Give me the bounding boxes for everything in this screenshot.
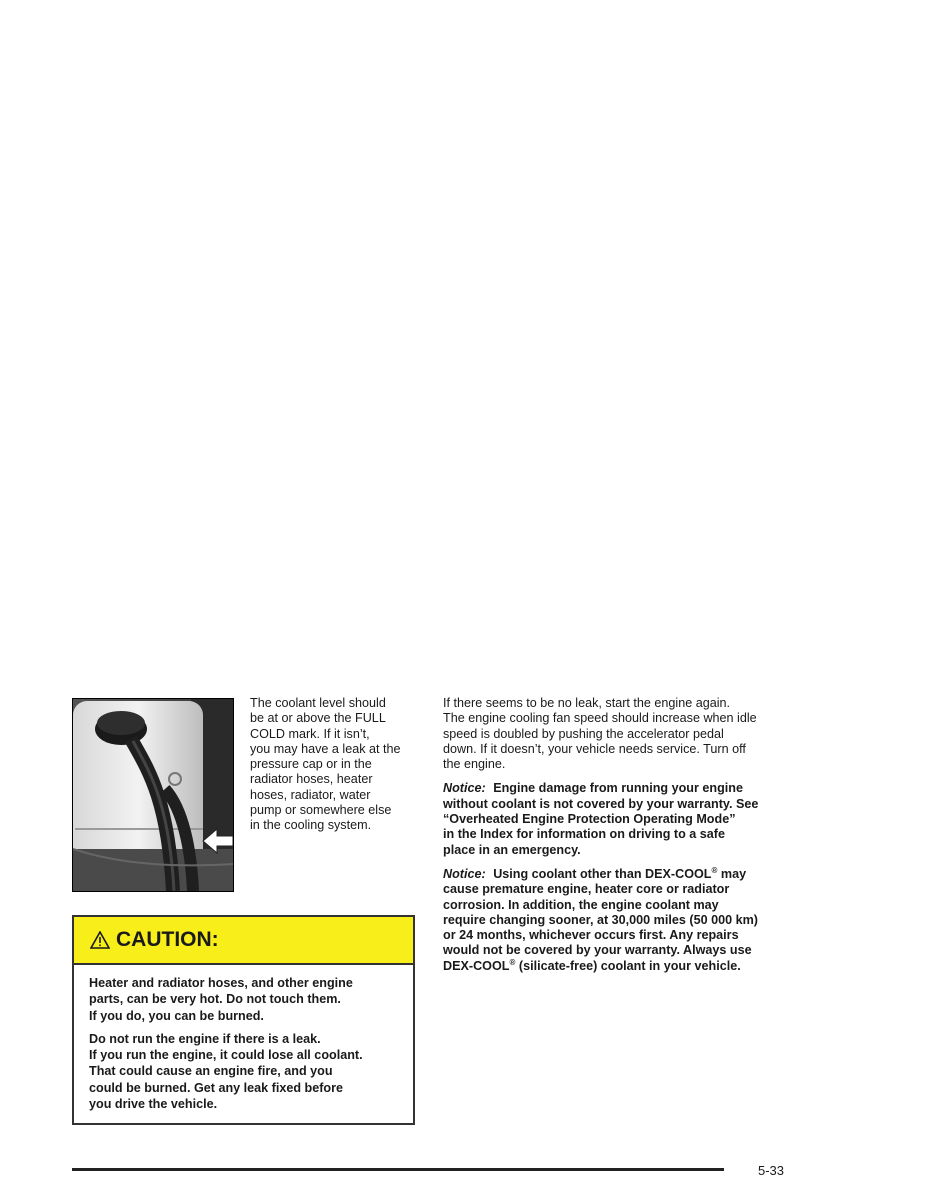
text-line: That could cause an engine fire, and you — [89, 1064, 333, 1079]
text-line: speed is doubled by pushing the accelerator pedal — [443, 726, 724, 741]
text-line: or 24 months, whichever occurs first. Any repairs — [443, 928, 739, 943]
text-line: could be burned. Get any leak fixed before — [89, 1080, 344, 1095]
registered-mark: ® — [711, 865, 718, 875]
text-line: DEX-COOL — [443, 958, 510, 973]
text-line: may — [717, 866, 747, 881]
caution-paragraph — [89, 975, 399, 1024]
text-line: (silicate-free) coolant in your vehicle. — [515, 958, 741, 973]
text-line: “Overheated Engine Protection Operating Mode” — [443, 812, 736, 827]
coolant-reservoir-photo — [72, 698, 234, 892]
caution-box — [72, 915, 415, 1125]
caution-heading: CAUTION: — [116, 928, 219, 951]
text-line: require changing sooner, at 30,000 miles (50 000 km) — [443, 912, 758, 927]
text-line: down. If it doesn’t, your vehicle needs service. Turn off — [443, 741, 746, 756]
text-line: COLD mark. If it isn’t, — [250, 726, 370, 741]
registered-mark: ® — [509, 957, 516, 967]
text-line: you may have a leak at the — [250, 741, 401, 756]
caution-header — [74, 917, 413, 965]
text-line: be at or above the FULL — [250, 711, 386, 726]
text-line: in the Index for information on driving to a safe — [443, 827, 725, 842]
warning-triangle-icon — [90, 931, 110, 949]
text-line: Engine damage from running your engine — [493, 781, 743, 796]
footer-rule — [72, 1168, 724, 1171]
text-line: hoses, radiator, water — [250, 787, 371, 802]
caution-body — [74, 965, 413, 1112]
text-line: The engine cooling fan speed should increase when idle — [443, 711, 757, 726]
text-line: would not be covered by your warranty. Always use — [443, 943, 752, 958]
text-line: in the cooling system. — [250, 818, 372, 833]
text-line: radiator hoses, heater — [250, 772, 373, 787]
coolant-level-text — [250, 696, 422, 834]
text-line: If you run the engine, it could lose all coolant. — [89, 1048, 363, 1063]
text-line: the engine. — [443, 757, 506, 772]
text-line: Heater and radiator hoses, and other engine — [89, 976, 353, 990]
notice-warranty — [443, 781, 795, 857]
notice-coolant-type — [443, 867, 795, 974]
text-line: without coolant is not covered by your warranty. See — [443, 796, 759, 811]
text-line: corrosion. In addition, the engine coolant may — [443, 897, 719, 912]
page-number: 5-33 — [758, 1163, 785, 1178]
notice-label: Notice: — [443, 866, 486, 881]
text-line: pump or somewhere else — [250, 803, 392, 818]
text-line: cause premature engine, heater core or radiator — [443, 882, 730, 897]
right-column — [443, 696, 795, 983]
text-line: pressure cap or in the — [250, 757, 372, 772]
text-line: parts, can be very hot. Do not touch them. — [89, 992, 341, 1007]
caution-paragraph — [89, 1031, 399, 1112]
leak-check-paragraph — [443, 696, 795, 772]
text-line: If there seems to be no leak, start the engine again. — [443, 696, 731, 710]
text-line: you drive the vehicle. — [89, 1097, 218, 1112]
notice-label: Notice: — [443, 781, 486, 796]
text-line: The coolant level should — [250, 696, 386, 710]
text-line: Using coolant other than DEX-COOL — [493, 866, 712, 881]
text-line: If you do, you can be burned. — [89, 1008, 264, 1023]
text-line: place in an emergency. — [443, 842, 581, 857]
text-line: Do not run the engine if there is a leak. — [89, 1031, 321, 1046]
